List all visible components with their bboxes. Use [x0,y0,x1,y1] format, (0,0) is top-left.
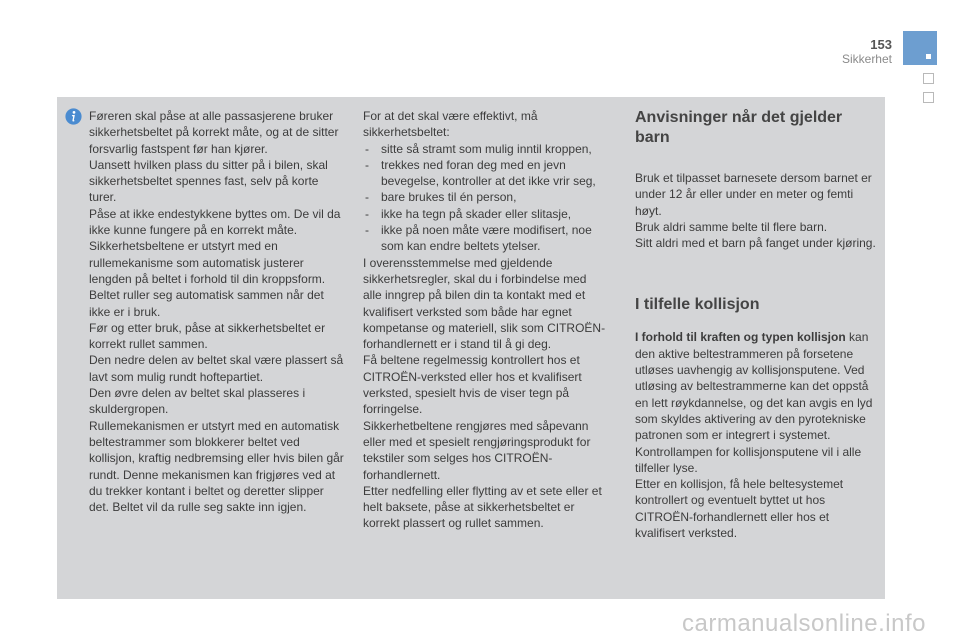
collision-paragraph: Etter en kollisjon, få hele beltesystemet kontrollert og eventuelt byttet ut hos CITROËN-forhandlernett eller hos et kvalifisert verksted. [635,477,844,541]
info-paragraph: Påse at ikke endestykkene byttes om. De vil da ikke kunne fungere på en korrekt måte. [89,206,341,238]
list-item: - trekkes ned foran deg med en jevn bevegelse, kontroller at det ikke vrir seg, [363,157,608,190]
section-tab-active[interactable] [903,31,937,65]
info-paragraph: Den nedre delen av beltet skal være plassert så lavt som mulig rundt hoftepartiet. [89,353,344,384]
body-paragraph: Sikkerhetbeltene rengjøres med såpevann eller med et spesielt rengjøringsprodukt for tekstiler som selges hos CITROËN-forhandlernett. [363,418,591,482]
collision-paragraph [635,329,881,443]
children-heading: Anvisninger når det gjelder barn [635,109,843,146]
section-name: Sikkerhet [841,52,892,66]
section-tab[interactable] [923,92,934,103]
info-paragraph: Sikkerhetsbeltene er utstyrt med en rullemekanisme som automatisk justerer lengden på beltet i forhold til din kroppsform. Beltet ruller seg automatisk sammen når det ikke er i bruk. [89,239,326,319]
info-paragraph: Rullemekanismen er utstyrt med en automatisk beltestrammer som blokkerer beltet ved kollisjon, kraftig nedbremsing eller hvis bilen går rundt. Denne mekanismen kan frigjøres ved at du trekker kontant i beltet og deretter slipper det. Beltet vil da rulle seg sakte inn igjen. [89,418,344,515]
children-paragraph: Bruk et tilpasset barnesete dersom barnet er under 12 år eller under en meter og femti høyt. [635,171,872,218]
requirements-list [363,141,608,255]
list-item: - ikke ha tegn på skader eller slitasje, [363,206,608,222]
children-paragraph: Bruk aldri samme belte til flere barn. [635,219,828,234]
intro-text: For at det skal være effektivt, må sikkerhetsbeltet: [363,109,538,140]
belt-requirements-column [363,108,608,532]
section-tab[interactable] [923,73,934,84]
list-item: - ikke på noen måte være modifisert, noe som kan endre beltets ytelser. [363,222,608,255]
list-item: - bare brukes til én person, [363,189,608,205]
list-item: - sitte så stramt som mulig inntil kroppen, [363,141,608,157]
page-number: 153 [870,37,892,52]
info-column [89,108,347,515]
info-paragraph: Før og etter bruk, påse at sikkerhetsbeltet er korrekt rullet sammen. [89,320,326,352]
body-paragraph: I overensstemmelse med gjeldende sikkerhetsregler, skal du i forbindelse med alle inngrep på bilen din ta kontakt med et kvalifisert verksted som både har egnet kompetanse og materiell, slik som CITROËN-forhandlernett er i stand til å gi deg. [363,255,606,352]
children-collision-column [635,108,881,541]
collision-bold-lead: I forhold til kraften og typen kollisjon [635,330,846,345]
info-paragraph: Uansett hvilken plass du sitter på i bilen, skal sikkerhetsbeltet spennes fast, selv på korte turer. [89,157,328,205]
collision-text: kan den aktive beltestrammeren på forsetene utløses uavhengig av kollisjonsputene. Ved utløsing av beltestrammerne kan det oppstå en lett røykdannelse, og det kan avgis en lyd som skyldes aktivering av den pyrotekniske patronen som er integrert i systemet. [635,330,873,443]
page-header [842,38,892,66]
body-paragraph: Etter nedfelling eller flytting av et sete eller et helt baksete, påse at sikkerhetsbeltet er korrekt plassert og rullet sammen. [363,483,602,531]
collision-heading: I tilfelle kollisjon [635,296,760,314]
info-icon [65,108,82,125]
children-paragraph: Sitt aldri med et barn på fanget under kjøring. [635,236,876,251]
watermark: carmanualsonline.info [682,610,926,637]
collision-paragraph: Kontrollampen for kollisjonsputene vil i alle tilfeller lyse. [635,444,862,475]
body-paragraph: Få beltene regelmessig kontrollert hos et CITROËN-verksted eller hos et kvalifisert verksted, spesielt hvis de viser tegn på forringelse. [363,353,582,417]
info-paragraph: Den øvre delen av beltet skal plasseres i skuldergropen. [89,386,306,417]
info-paragraph: Føreren skal påse at alle passasjerene bruker sikkerhetsbeltet på korrekt måte, og at de sitter forsvarlig fastspent før han kjører. [89,109,339,156]
